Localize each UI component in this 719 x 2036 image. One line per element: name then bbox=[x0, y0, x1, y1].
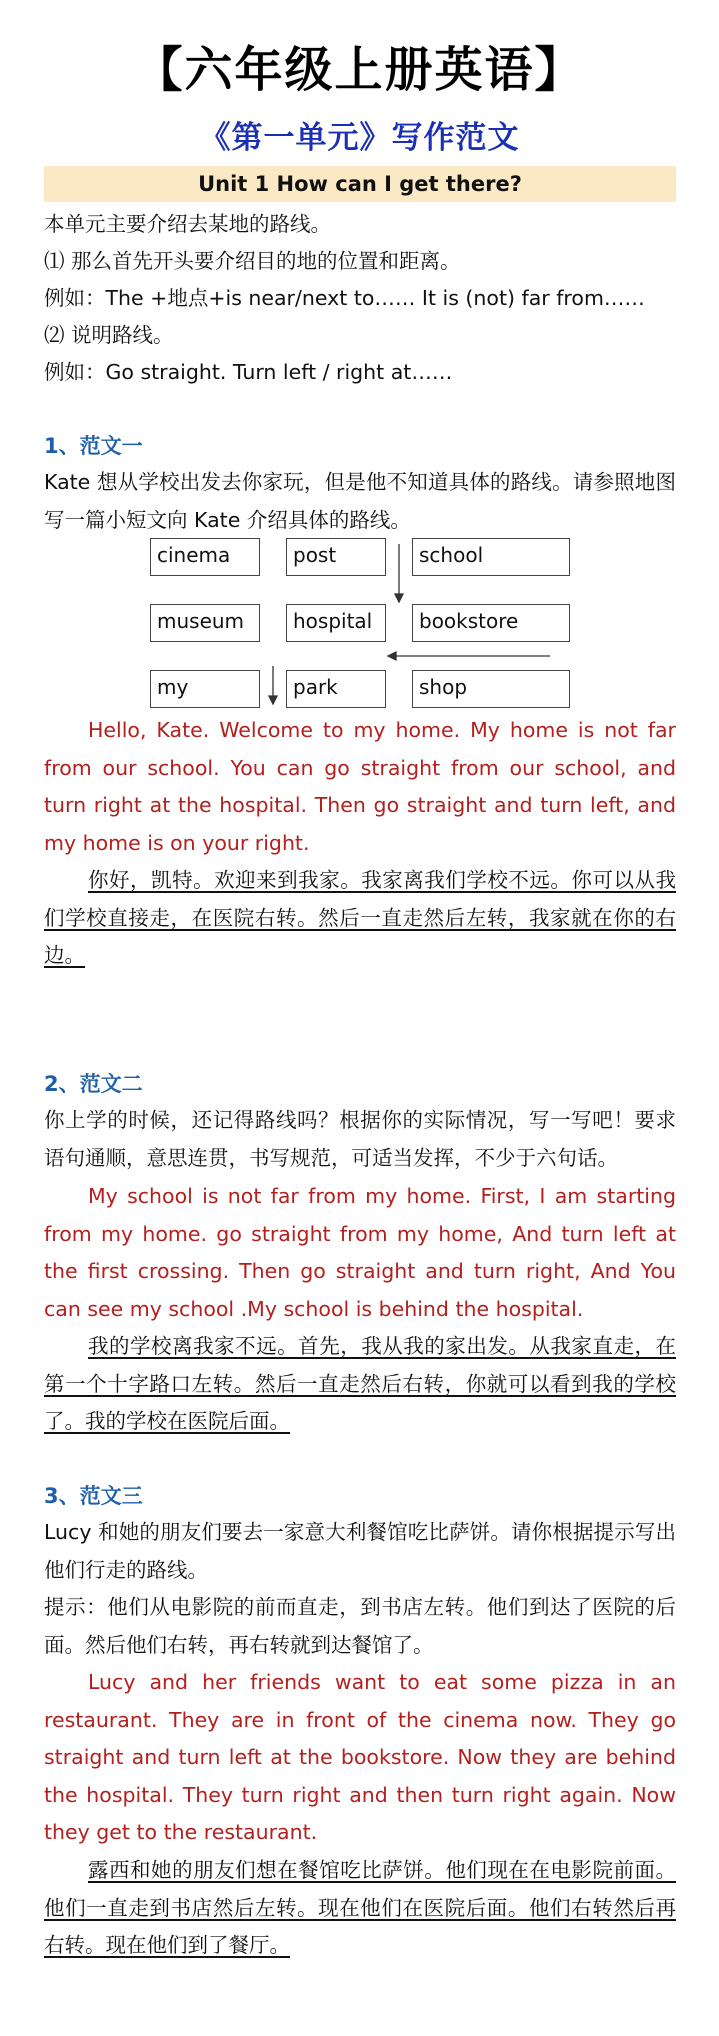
section-1-prompt: Kate 想从学校出发去你家玩，但是他不知道具体的路线。请参照地图写一篇小短文向 Kate 介绍具体的路线。 bbox=[44, 470, 676, 532]
section-2-prompt: 你上学的时候，还记得路线吗？根据你的实际情况，写一写吧！要求语句通顺，意思连贯，书写规范，可适当发挥，不少于六句话。 bbox=[44, 1108, 676, 1170]
map-post: post bbox=[286, 538, 386, 576]
arrowhead-down-2 bbox=[269, 696, 277, 704]
section-1-chinese: 你好，凯特。欢迎来到我家。我家离我们学校不远。你可以从我们学校直接走，在医院右转。然后一直走然后左转，我家就在你的右边。 bbox=[44, 868, 676, 967]
section-2-english: My school is not far from my home. First, I am starting from my home. go straight from my home, And turn left at the first crossing. Then go straight and turn right, And You can see my school .My school is behind the hospital. bbox=[44, 1184, 676, 1321]
intro-line-1: 本单元主要介绍去某地的路线。 bbox=[44, 212, 331, 236]
map-school: school bbox=[412, 538, 570, 576]
map-my-home: my bbox=[150, 670, 260, 708]
intro-line-4: ⑵ 说明路线。 bbox=[44, 323, 174, 347]
unit-banner: Unit 1 How can I get there? bbox=[44, 166, 676, 202]
section-3-chinese: 露西和她的朋友们想在餐馆吃比萨饼。他们现在在电影院前面。他们一直走到书店然后左转。现在他们在医院后面。他们右转然后再右转。现在他们到了餐厅。 bbox=[44, 1858, 676, 1957]
intro-line-2: ⑴ 那么首先开头要介绍目的地的位置和距离。 bbox=[44, 249, 461, 273]
intro-line-3: 例如：The +地点+is near/next to…… It is (not) far from…… bbox=[44, 286, 645, 310]
map-museum: museum bbox=[150, 604, 260, 642]
map-hospital: hospital bbox=[286, 604, 386, 642]
section-2-heading: 2、范文二 bbox=[44, 1072, 143, 1096]
map-cinema: cinema bbox=[150, 538, 260, 576]
map-park: park bbox=[286, 670, 386, 708]
section-3-hint: 提示：他们从电影院的前而直走，到书店左转。他们到达了医院的后面。然后他们右转，再右转就到达餐馆了。 bbox=[44, 1595, 676, 1657]
page-subtitle: 《第一单元》写作范文 bbox=[199, 120, 520, 156]
arrowhead-left bbox=[388, 652, 396, 660]
arrowhead-down-1 bbox=[395, 594, 403, 602]
map-shop: shop bbox=[412, 670, 570, 708]
section-1-heading: 1、范文一 bbox=[44, 434, 143, 458]
section-3-heading: 3、范文三 bbox=[44, 1484, 143, 1508]
route-map bbox=[150, 538, 570, 710]
route-arrows bbox=[150, 538, 570, 710]
section-3-prompt: Lucy 和她的朋友们要去一家意大利餐馆吃比萨饼。请你根据提示写出他们行走的路线。 bbox=[44, 1520, 676, 1582]
section-1-english: Hello, Kate. Welcome to my home. My home is not far from our school. You can go straight from our school, and turn right at the hospital. Then go straight and turn left, and my home is on your right. bbox=[44, 718, 676, 855]
map-bookstore: bookstore bbox=[412, 604, 570, 642]
section-2-chinese: 我的学校离我家不远。首先，我从我的家出发。从我家直走，在第一个十字路口左转。然后一直走然后右转，你就可以看到我的学校了。我的学校在医院后面。 bbox=[44, 1334, 676, 1433]
intro-line-5: 例如：Go straight. Turn left / right at…… bbox=[44, 360, 453, 384]
page-title: 【六年级上册英语】 bbox=[134, 42, 585, 98]
section-3-english: Lucy and her friends want to eat some pizza in an restaurant. They are in front of the cinema now. They go straight and turn left at the bookstore. Now they are behind the hospital. They turn right and then turn right again. Now they get to the restaurant. bbox=[44, 1670, 676, 1844]
